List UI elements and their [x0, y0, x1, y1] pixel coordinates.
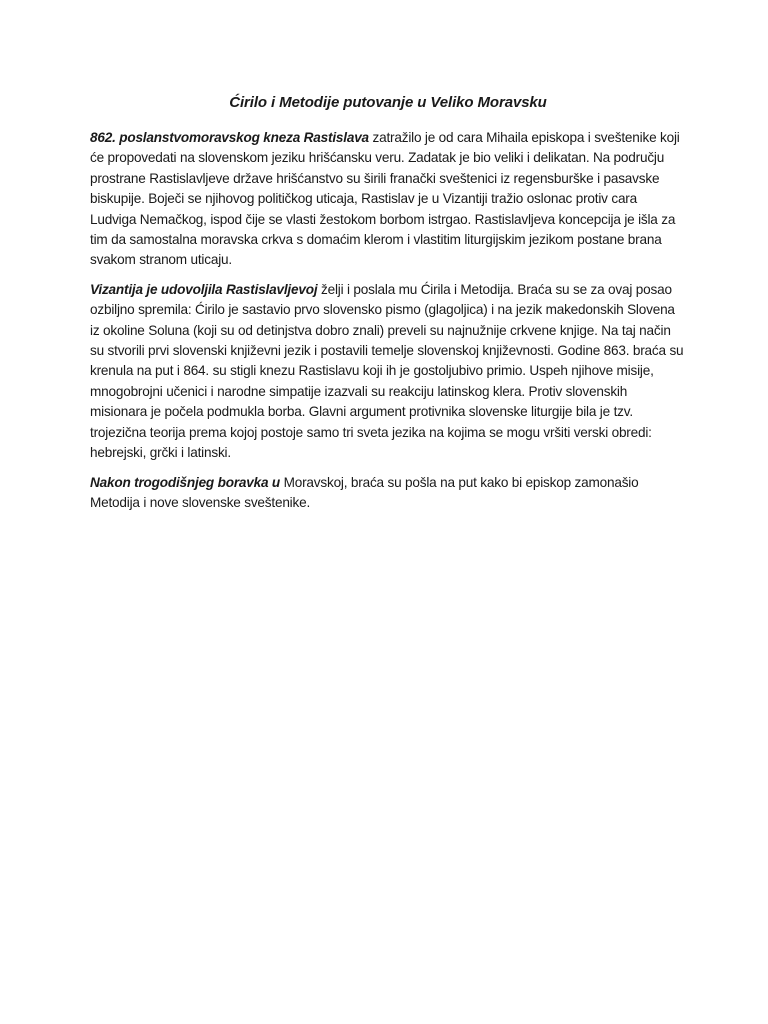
paragraph-3 — [90, 473, 686, 514]
paragraph-2-lead: Vizantija je udovoljila Rastislavljevoj — [90, 281, 318, 297]
paragraph-2-text: želji i poslala mu Ćirila i Metodija. Braća su se za ovaj posao ozbiljno spremila: Ćirilo je sastavio prvo slovensko pismo (glagoljica) i na jezik makedonskih Slovena iz okoline Soluna (koji su od detinjstva dobro znali) preveli su najnužnije crkvene knjige. Na taj način su stvorili prvi slovenski književni jezik i postavili temelje slovenskoj književnosti. Godine 863. braća su krenula na put i 864. su stigli knezu Rastislavu koji ih je gostoljubivo primio. Uspeh njihove misije, mnogobrojni učenici i narodne simpatije izazvali su reakciju latinskog klera. Protiv slovenskih misionara je počela podmukla borba. Glavni argument protivnika slovenske liturgije bila je tzv. trojezična teorija prema kojoj postoje samo tri sveta jezika na kojima se mogu vršiti verski obredi: hebrejski, grčki i latinski. — [90, 281, 684, 461]
paragraph-3-text: Moravskoj, braća su pošla na put kako bi episkop zamonašio Metodija i nove slovenske sveštenike. — [90, 474, 639, 510]
paragraph-1-text: zatražilo je od cara Mihaila episkopa i sveštenike koji će propovedati na slovenskom jeziku hrišćansku veru. Zadatak je bio veliki i delikatan. Na području prostrane Rastislavljeve države hrišćanstvo su širili franački sveštenici iz regensburške i pasavske biskupije. Boječi se njihovog političkog uticaja, Rastislav je u Vizantiji tražio oslonac protiv cara Ludviga Nemačkog, ispod čije se vlasti žestokom borbom istrgao. Rastislavljeva koncepcija je išla za tim da samostalna moravska crkva s domaćim klerom i vlastitim liturgijskim jezikom postane brana svakom stranom uticaju. — [90, 130, 680, 268]
paragraph-2 — [90, 280, 686, 464]
paragraph-1-lead: 862. poslanstvomoravskog kneza Rastislava — [90, 130, 369, 145]
document-title: Ćirilo i Metodije putovanje u Veliko Moravsku — [229, 94, 547, 111]
paragraph-3-lead: Nakon trogodišnjeg boravka u — [90, 474, 281, 490]
paragraph-1 — [90, 128, 686, 271]
document-page — [90, 92, 686, 522]
